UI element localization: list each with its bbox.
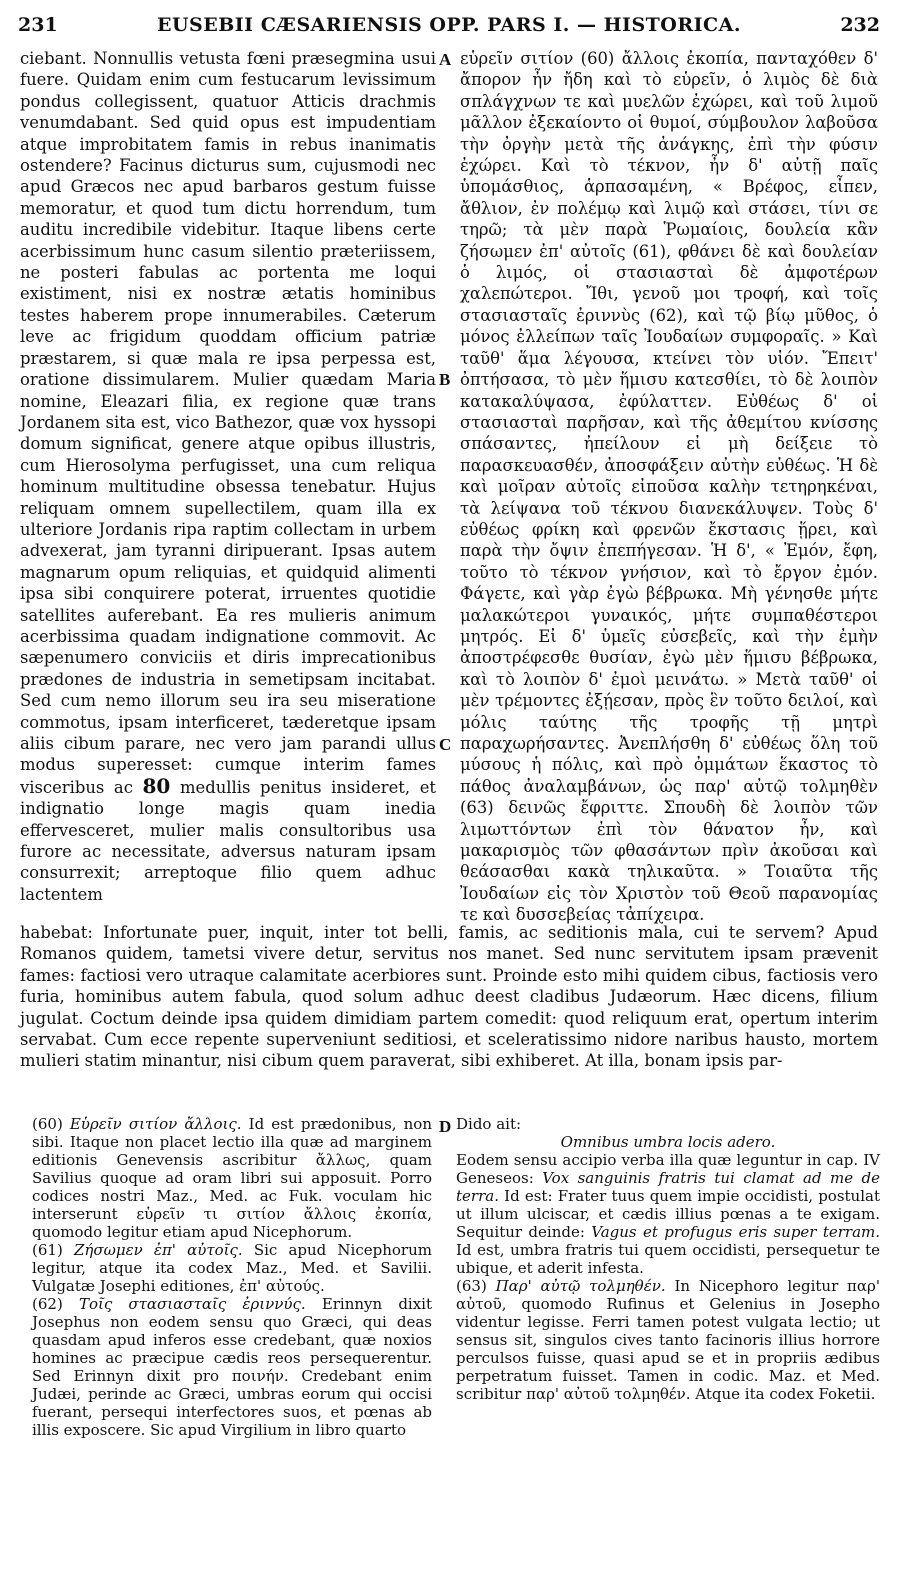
footnote-text: Dido ait: bbox=[456, 1115, 522, 1133]
latin-paragraph bbox=[20, 48, 436, 905]
footnote-text: Eodem sensu accipio verba illa quæ leguntur in cap. IV Geneseos: bbox=[456, 1151, 880, 1187]
footnote-60 bbox=[32, 1115, 432, 1241]
footnote-text: Sic apud Nicephorum legitur, atque ita codex Maz., Med. et Savilii. Vulgatæ Josephi editiones, ἐπ' αὐτούς. bbox=[32, 1241, 432, 1295]
footnote-number: (62) bbox=[32, 1295, 63, 1313]
footnotes-left bbox=[32, 1115, 432, 1439]
page-header bbox=[18, 14, 880, 44]
latin-text: ciebant. Nonnullis vetusta fœni præsegmina usui fuere. Quidam enim cum festucarum levissimum pondus collegissent, quatuor Atticis drachmis venumdabant. Sed quid opus est impudentiam atque improbitatem famis in rebus inanimatis ostendere? Facinus dicturus sum, cujusmodi nec apud Græcos nec apud barbaros gestum fuisse memoratur, et quod tum dictu horrendum, tum auditu incredibile videbitur. Itaque libens certe acerbissimum hunc casum silentio præteriissem, ne posteri fabulas ac portenta me loqui existiment, nisi ex nostræ ætatis hominibus testes haberem prope innumerabiles. Cæterum leve ac frigidum quoddam officium patriæ præstarem, si quæ mala re ipsa perpessa est, oratione dissimularem. Mulier quædam Maria nomine, Eleazari filia, ex regione quæ trans Jordanem sita est, vico Bathezor, quæ vox hyssopi domum significat, genere atque opibus illustris, cum Hierosolyma perfugisset, una cum reliqua hominum multitudine obsessa tenebatur. Hujus reliquam omnem supellectilem, quam illa ex ulteriore Jordanis ripa raptim collectam in urbem advexerat, jam tyranni diripuerant. Ipsas autem magnarum opum reliquias, et quidquid alimenti ipsa sibi conquirere poterat, irruentes quotidie satellites auferebant. Ea res mulieris animum acerbissima quadam indignatione commovit. Ac sæpenumero conviciis et diris imprecationibus prædones de industria in semetipsam incitabat. Sed cum nemo illorum seu ira seu miseratione commotus, ipsam interficeret, tæderetque ipsam aliis cibum parare, nec vero jam parandi ullus modus superesset: cumque interim fames visceribus ac bbox=[20, 49, 436, 797]
page-number-left: 231 bbox=[18, 14, 58, 36]
footnote-text: Id est: Frater tuus quem impie occidisti, postulat ut illum ulciscar, et cædis illius pœnas a te exigam. Sequitur deinde: bbox=[456, 1187, 880, 1241]
footnote-63 bbox=[456, 1277, 880, 1403]
latin-text-tail: medullis penitus insideret, et indignatio longe magis quam inedia effervesceret, mulier malis consultoribus usa furore ac necessitate, adversus naturam ipsam consurrexit; arreptoque filio quem adhuc lactentem bbox=[20, 777, 436, 904]
footnote-text: Erinnyn dixit Josephus non eodem sensu quo Græci, qui deas quasdam apud inferos esse credebant, quæ noxios homines ac præcipue cædis reos persequerentur. Sed Erinnyn dixit pro ποινήν. Credebant enim Judæi, perinde ac Græci, umbras eorum qui occisi fuerant, persequi interfectores suos, et pœnas ab illis exposcere. Sic apud Virgilium in libro quarto bbox=[32, 1295, 433, 1439]
margin-marker-b: B bbox=[439, 370, 451, 389]
footnote-62-continued bbox=[456, 1115, 880, 1133]
greek-text: εὑρεῖν σιτίον (60) ἄλλοις ἐκοπία, πανταχόθεν δ' ἄπορον ἦν ἤδη καὶ τὸ εὑρεῖν, ὁ λιμὸς δὲ διὰ σπλάγχνων τε καὶ μυελῶν ἐχώρει, καὶ τοῦ λιμοῦ μᾶλλον ἐξεκαίοντο οἱ θυμοί, σύμβουλον λαβοῦσα τὴν ὀργὴν μετὰ τῆς ἀνάγκης, ἐπὶ τὴν φύσιν ἐχώρει. Καὶ τὸ τέκνον, ἦν δ' αὐτῇ παῖς ὑπομάσθιος, ἁρπασαμένη, « Βρέφος, εἶπεν, ἄθλιον, ἐν πολέμῳ καὶ λιμῷ καὶ στάσει, τίνι σε τηρῶ; τὰ μὲν παρὰ Ῥωμαίοις, δουλεία κἂν ζήσωμεν ἐπ' αὐτοῖς (61), φθάνει δὲ καὶ δουλείαν ὁ λιμός, οἱ στασιασταὶ δὲ ἀμφοτέρων χαλεπώτεροι. Ἴθι, γενοῦ μοι τροφή, καὶ τοῖς στασιασταῖς ἐριννὺς (62), καὶ τῷ βίῳ μῦθος, ὁ μόνος ἐλλείπων ταῖς Ἰουδαίων συμφοραῖς. » Καὶ ταῦθ' ἅμα λέγουσα, κτείνει τὸν υἱόν. Ἔπειτ' ὀπτήσασα, τὸ μὲν ἥμισυ κατεσθίει, τὸ δὲ λοιπὸν κατακαλύψασα, ἐφύλαττεν. Εὐθέως δ' οἱ στασιασταὶ παρῆσαν, καὶ τῆς ἀθεμίτου κνίσσης σπάσαντες, ἠπείλουν εἰ μὴ δείξειε τὸ παρασκευασθέν, ἀποσφάξειν αὐτὴν εὐθέως. Ἡ δὲ καὶ μοῖραν αὐτοῖς εἰποῦσα καλὴν τετηρηκέναι, τὰ λείψανα τοῦ τέκνου διανεκάλυψεν. Τοὺς δ' εὐθέως φρίκη καὶ φρενῶν ἔκστασις ᾕρει, καὶ παρὰ τὴν ὄψιν ἐπεπήγεσαν. Ἡ δ', « Ἐμόν, ἔφη, τοῦτο τὸ τέκνον γνήσιον, καὶ τὸ ἔργον ἐμόν. Φάγετε, καὶ γὰρ ἐγὼ βέβρωκα. Μὴ γένησθε μήτε μαλακώτεροι γυναικός, μήτε συμπαθέστεροι μητρός. Εἰ δ' ὑμεῖς εὐσεβεῖς, καὶ τὴν ἐμὴν ἀποστρέφεσθε θυσίαν, ἐγὼ μὲν ἥμισυ βέβρωκα, καὶ τὸ λοιπὸν δ' ἐμοὶ μεινάτω. » Μετὰ ταῦθ' οἱ μὲν τρέμοντες ἐξῄεσαν, πρὸς ἓν τοῦτο δειλοί, καὶ μόλις ταύτης τῆς τροφῆς τῇ μητρὶ παραχωρήσαντες. Ἀνεπλήσθη δ' εὐθέως ὅλη τοῦ μύσους ἡ πόλις, καὶ πρὸ ὀμμάτων ἕκαστος τὸ πάθος ἀναλαμβάνων, ὡς παρ' αὐτῷ τολμηθὲν (63) δεινῶς ἔφριττε. Σπουδὴ δὲ λοιπὸν τῶν λιμωττόντων ἐπὶ τὸν θάνατον ἦν, καὶ μακαρισμὸς τῶν φθασάντων πρὶν ἀκοῦσαι καὶ θεάσασθαι κακὰ τηλικαῦτα. » Τοιαῦτα τῆς Ἰουδαίων εἰς τὸν Χριστὸν τοῦ Θεοῦ παρανομίας τε καὶ δυσσεβείας τἀπίχειρα. bbox=[460, 49, 878, 925]
footnote-62-genesis bbox=[456, 1151, 880, 1277]
footnote-text: Id est prædonibus, non sibi. Itaque non placet lectio illa quæ ad marginem editionis Genevensis ascribitur ἄλλως, quam Savilius quoque ad oram libri sui apposuit. Porro codices nostri Maz., Med. ac Fuk. voculam hic interserunt εὑρεῖν τι σιτίον ἄλλοις ἐκοπία, quomodo legitur etiam apud Nicephorum. bbox=[32, 1115, 432, 1241]
footnote-lemma: Τοῖς στασιασταῖς ἐριννύς. bbox=[78, 1295, 306, 1313]
quotation: Vox sanguinis fratris tui clamat ad me de terra. bbox=[456, 1169, 880, 1205]
footnote-text: Id est, umbra fratris tui quem occidisti, persequetur te ubique, et aderit infesta. bbox=[456, 1241, 880, 1277]
footnote-lemma: Εὑρεῖν σιτίον ἄλλοις. bbox=[69, 1115, 242, 1133]
footnote-lemma: Παρ' αὐτῷ τολμηθέν. bbox=[495, 1277, 666, 1295]
footnote-number: (63) bbox=[456, 1277, 487, 1295]
latin-continuation bbox=[20, 922, 878, 1072]
column-number: 80 bbox=[142, 773, 171, 798]
quotation: Vagus et profugus eris super terram. bbox=[591, 1223, 881, 1241]
latin-column bbox=[20, 48, 436, 905]
running-title: EUSEBII CÆSARIENSIS OPP. PARS I. — HISTORICA. bbox=[156, 14, 742, 36]
footnotes-right bbox=[456, 1115, 880, 1403]
verse-quotation: Omnibus umbra locis adero. bbox=[560, 1133, 776, 1151]
footnote-61 bbox=[32, 1241, 432, 1295]
footnote-number: (60) bbox=[32, 1115, 63, 1133]
margin-marker-c: C bbox=[439, 735, 452, 754]
greek-column bbox=[460, 48, 878, 926]
footnote-62 bbox=[32, 1295, 432, 1439]
footnote-lemma: Ζήσωμεν ἐπ' αὐτοῖς. bbox=[73, 1241, 243, 1259]
footnote-number: (61) bbox=[32, 1241, 63, 1259]
page-number-right: 232 bbox=[840, 14, 880, 36]
margin-marker-d: D bbox=[439, 1117, 452, 1136]
latin-wide-text: habebat: Infortunate puer, inquit, inter tot belli, famis, ac seditionis mala, cui te servem? Apud Romanos quidem, tametsi vivere detur, servitus nos manet. Sed nunc servitutem ipsam prævenit fames: factiosi vero utraque calamitate acerbiores sunt. Proinde esto mihi quidem cibus, factiosis vero furia, hominibus autem fabula, quod solum adhuc deest cladibus Judæorum. Hæc dicens, filium jugulat. Coctum deinde ipsa quidem dimidiam partem comedit: quod reliquum erat, opertum interim servabat. Cum ecce repente superveniunt seditiosi, et sceleratissimo nidore naribus hausto, mortem mulieri statim minantur, nisi cibum quem paraverat, sibi exhiberet. At illa, bonam ipsis par- bbox=[20, 923, 878, 1071]
footnote-text: In Nicephoro legitur παρ' αὐτοῦ, quomodo Rufinus et Gelenius in Josepho videntur legisse. Ferri tamen potest vulgata lectio; ut sensus sit, singulos cives tanto facinoris illius horrore perculsos fuisse, quasi apud se et in propriis ædibus perpetratum fuisset. Tamen in codic. Maz. et Med. scribitur παρ' αὐτοῦ τολμηθέν. Atque ita codex Foketii. bbox=[456, 1277, 880, 1403]
margin-marker-a: A bbox=[439, 50, 452, 69]
